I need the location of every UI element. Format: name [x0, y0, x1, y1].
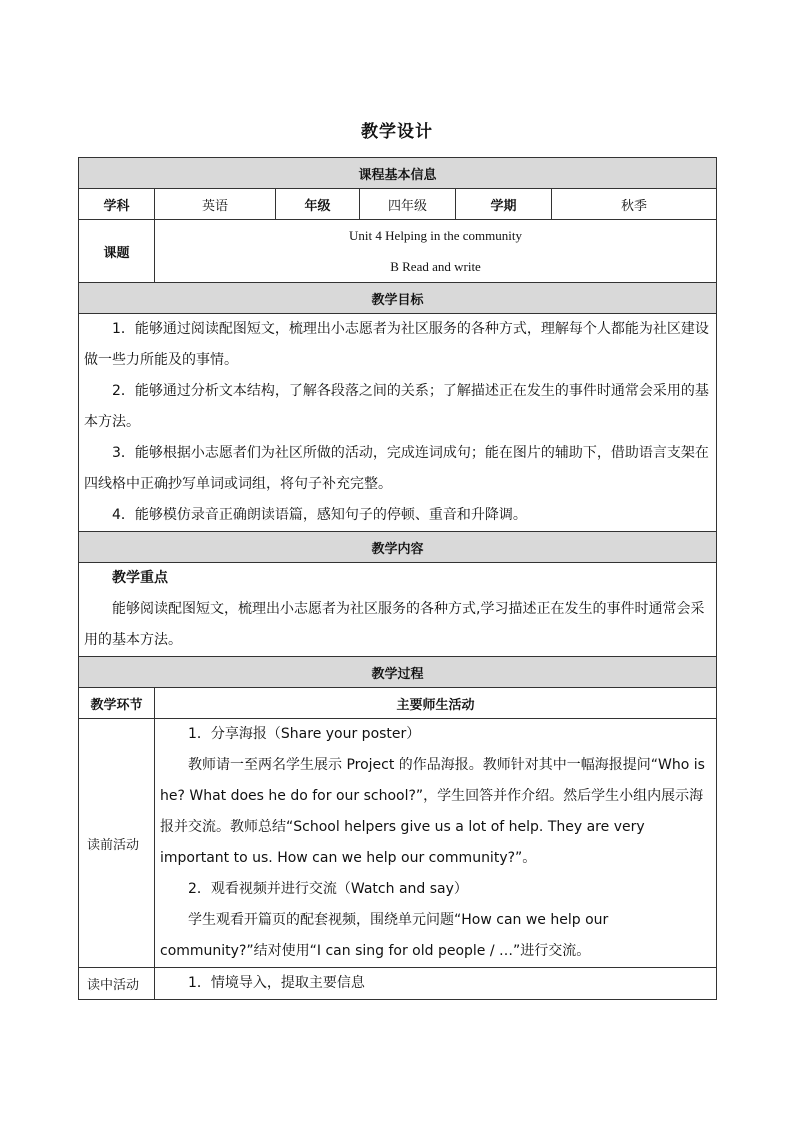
stage-column-header: 教学环节	[79, 688, 155, 719]
while-reading-activities	[155, 968, 717, 1000]
activity-column-header: 主要师生活动	[155, 688, 717, 719]
term-value: 秋季	[552, 189, 717, 220]
while-reading-stage: 读中活动	[79, 968, 155, 1000]
objective-item: 1．能够通过阅读配图短文，梳理出小志愿者为社区服务的各种方式，理解每个人都能为社区建设做一些力所能及的事情。	[84, 321, 709, 368]
objectives-header: 教学目标	[79, 283, 717, 314]
document-title: 教学设计	[361, 122, 433, 142]
grade-label: 年级	[276, 189, 360, 220]
objective-item: 3．能够根据小志愿者们为社区所做的活动，完成连词成句；能在图片的辅助下，借助语言支架在四线格中正确抄写单词或词组，将句子补充完整。	[84, 445, 709, 492]
subject-value: 英语	[155, 189, 276, 220]
key-point-text: 能够阅读配图短文，梳理出小志愿者为社区服务的各种方式,学习描述正在发生的事件时通常会采用的基本方法。	[84, 601, 705, 648]
pre-reading-activities	[155, 719, 717, 968]
objective-item: 2．能够通过分析文本结构，了解各段落之间的关系；了解描述正在发生的事件时通常会采用的基本方法。	[84, 383, 709, 430]
term-label: 学期	[456, 189, 552, 220]
pre-reading-step2-text: 学生观看开篇页的配套视频，围绕单元问题“How can we help our community?”结对使用“I can sing for old people / …”进行交流。	[160, 912, 609, 959]
pre-reading-stage: 读前活动	[79, 719, 155, 968]
basic-info-header: 课程基本信息	[79, 158, 717, 189]
content-body	[79, 563, 717, 657]
objective-item: 4．能够模仿录音正确朗读语篇，感知句子的停顿、重音和升降调。	[112, 507, 527, 523]
grade-value: 四年级	[360, 189, 456, 220]
objectives-list	[79, 314, 717, 532]
pre-reading-step1-title: 1．分享海报（Share your poster）	[188, 726, 421, 742]
pre-reading-step2-title: 2．观看视频并进行交流（Watch and say）	[188, 881, 468, 897]
process-header: 教学过程	[79, 657, 717, 688]
subject-label: 学科	[79, 189, 155, 220]
topic-section-title: B Read and write	[390, 259, 481, 274]
content-header: 教学内容	[79, 532, 717, 563]
topic-value	[155, 220, 717, 283]
topic-label: 课题	[79, 220, 155, 283]
pre-reading-step1-text: 教师请一至两名学生展示 Project 的作品海报。教师针对其中一幅海报提问“Who is he? What does he do for our school?”，学生回答并作介绍。然后学生小组内展示海报并交流。教师总结“School helpers give us a lot of help. They are very important to us. How can we help our community?”。	[160, 757, 705, 866]
while-reading-step1-title: 1．情境导入，提取主要信息	[188, 975, 365, 991]
key-point-label: 教学重点	[112, 570, 168, 586]
lesson-plan-table	[78, 157, 717, 1000]
topic-unit-title: Unit 4 Helping in the community	[349, 228, 523, 243]
